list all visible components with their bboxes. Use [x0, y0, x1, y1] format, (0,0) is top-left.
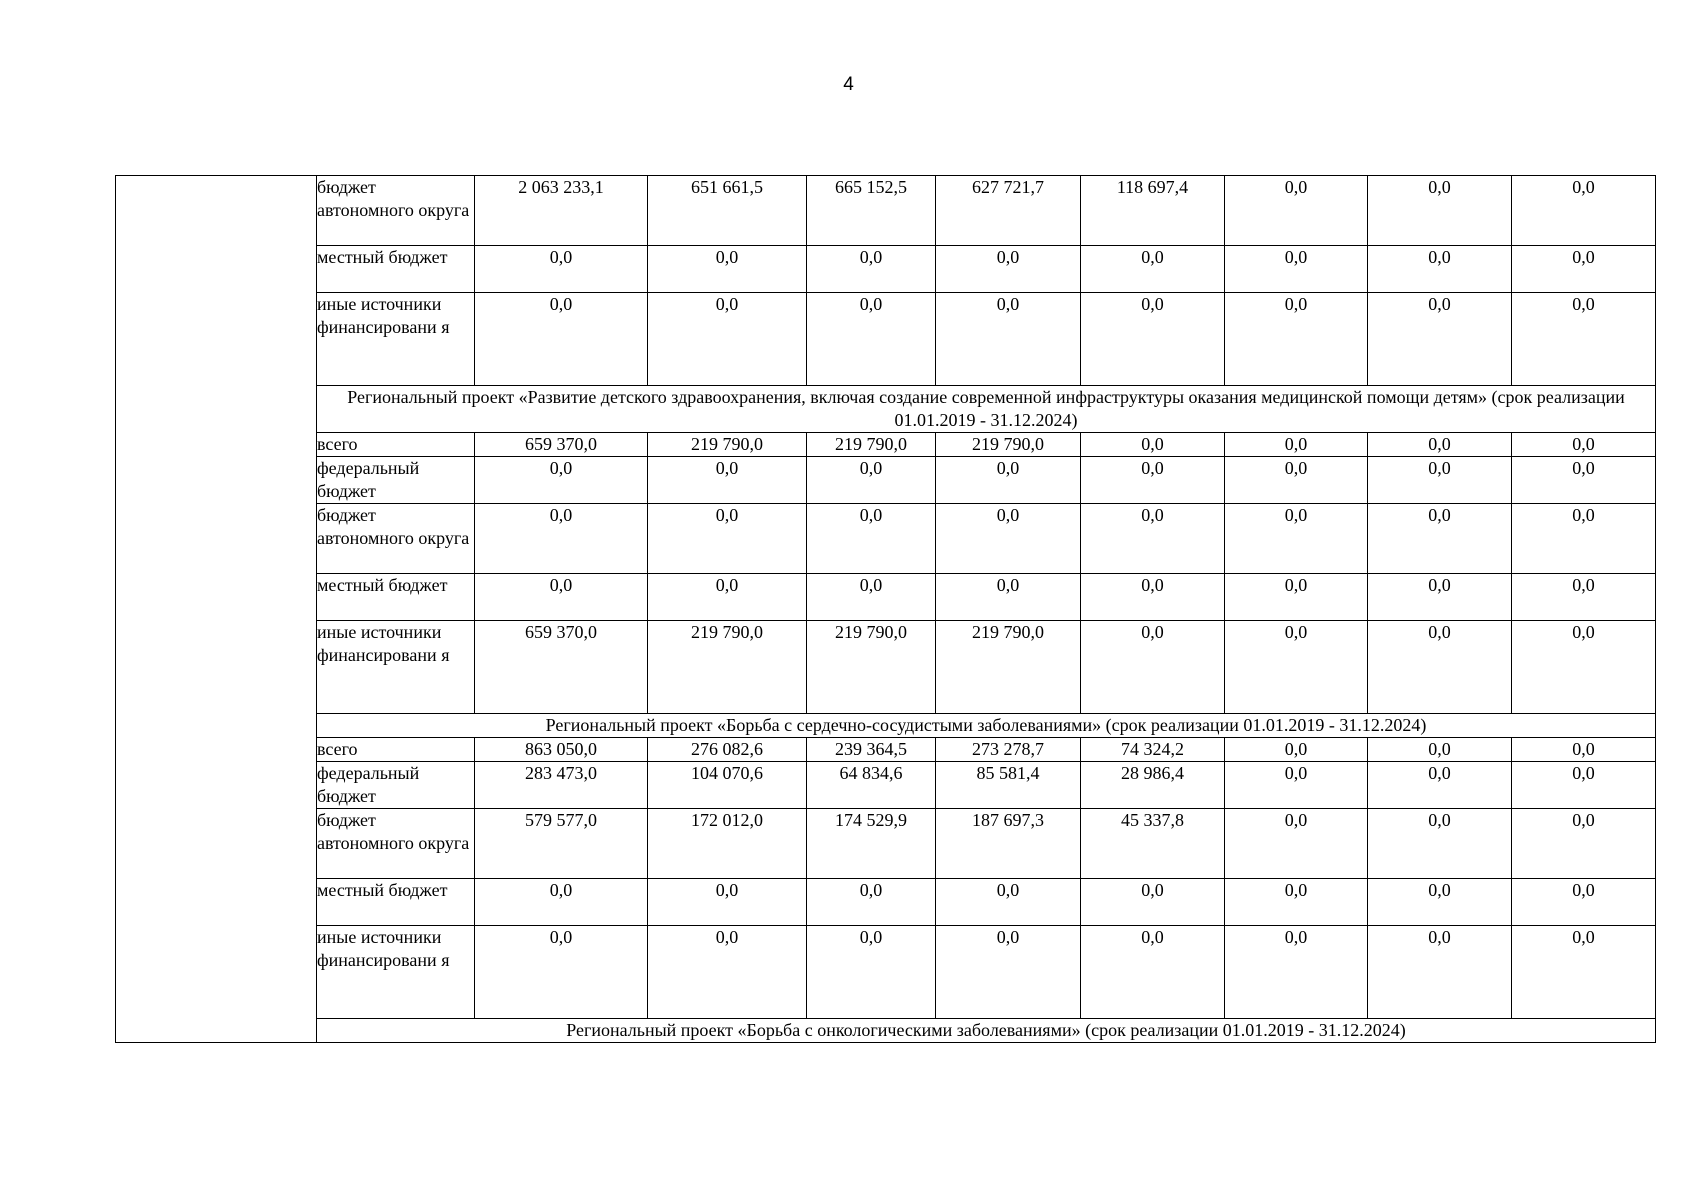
value-cell: 0,0: [1368, 293, 1512, 386]
value-cell: 0,0: [1368, 457, 1512, 504]
value-cell: 0,0: [1368, 433, 1512, 457]
value-cell: 0,0: [1368, 504, 1512, 574]
table-row: [116, 621, 1656, 714]
value-cell: 0,0: [1225, 762, 1368, 809]
page-number: 4: [843, 74, 854, 95]
table-row: [116, 879, 1656, 926]
table-row: [116, 504, 1656, 574]
value-cell: 0,0: [807, 457, 936, 504]
value-cell: 118 697,4: [1081, 176, 1225, 246]
value-cell: 239 364,5: [807, 738, 936, 762]
value-cell: 659 370,0: [475, 621, 648, 714]
row-label: иные источники финансировани я: [317, 293, 475, 386]
value-cell: 0,0: [1368, 246, 1512, 293]
value-cell: 0,0: [1081, 879, 1225, 926]
value-cell: 0,0: [936, 574, 1081, 621]
value-cell: 0,0: [1368, 926, 1512, 1019]
value-cell: 659 370,0: [475, 433, 648, 457]
value-cell: 0,0: [936, 246, 1081, 293]
value-cell: 0,0: [1512, 433, 1656, 457]
value-cell: 0,0: [807, 504, 936, 574]
table-row: [116, 762, 1656, 809]
value-cell: 0,0: [1512, 621, 1656, 714]
row-label: бюджет автономного округа: [317, 809, 475, 879]
value-cell: 0,0: [936, 926, 1081, 1019]
value-cell: 0,0: [1225, 293, 1368, 386]
value-cell: 0,0: [1225, 504, 1368, 574]
value-cell: 74 324,2: [1081, 738, 1225, 762]
value-cell: 0,0: [1368, 879, 1512, 926]
table-row: [116, 457, 1656, 504]
table-row: [116, 433, 1656, 457]
row-label: местный бюджет: [317, 879, 475, 926]
value-cell: 0,0: [648, 504, 807, 574]
row-label: местный бюджет: [317, 246, 475, 293]
value-cell: 276 082,6: [648, 738, 807, 762]
value-cell: 219 790,0: [807, 621, 936, 714]
value-cell: 0,0: [1081, 574, 1225, 621]
row-label: всего: [317, 738, 475, 762]
value-cell: 0,0: [648, 293, 807, 386]
value-cell: 0,0: [475, 504, 648, 574]
section-header-row: [116, 386, 1656, 433]
value-cell: 0,0: [648, 246, 807, 293]
value-cell: 0,0: [648, 457, 807, 504]
value-cell: 0,0: [1081, 293, 1225, 386]
value-cell: 0,0: [475, 457, 648, 504]
value-cell: 0,0: [1512, 457, 1656, 504]
section-title: Региональный проект «Борьба с сердечно-сосудистыми заболеваниями» (срок реализации 01.01.2019 - 31.12.2024): [317, 714, 1656, 738]
value-cell: 0,0: [807, 574, 936, 621]
value-cell: 0,0: [1368, 176, 1512, 246]
value-cell: 174 529,9: [807, 809, 936, 879]
row-label: всего: [317, 433, 475, 457]
value-cell: 0,0: [1512, 879, 1656, 926]
value-cell: 64 834,6: [807, 762, 936, 809]
value-cell: 172 012,0: [648, 809, 807, 879]
value-cell: 273 278,7: [936, 738, 1081, 762]
value-cell: 0,0: [1512, 574, 1656, 621]
row-label: бюджет автономного округа: [317, 176, 475, 246]
value-cell: 0,0: [475, 879, 648, 926]
value-cell: 85 581,4: [936, 762, 1081, 809]
value-cell: 0,0: [475, 926, 648, 1019]
value-cell: 2 063 233,1: [475, 176, 648, 246]
value-cell: 0,0: [807, 246, 936, 293]
value-cell: 0,0: [1512, 762, 1656, 809]
value-cell: 0,0: [807, 879, 936, 926]
value-cell: 0,0: [648, 879, 807, 926]
value-cell: 0,0: [936, 504, 1081, 574]
value-cell: 0,0: [936, 293, 1081, 386]
value-cell: 219 790,0: [807, 433, 936, 457]
value-cell: 0,0: [1225, 809, 1368, 879]
section-title: Региональный проект «Борьба с онкологическими заболеваниями» (срок реализации 01.01.2019 - 31.12.2024): [317, 1019, 1656, 1043]
value-cell: 0,0: [936, 457, 1081, 504]
value-cell: 45 337,8: [1081, 809, 1225, 879]
table-row: [116, 574, 1656, 621]
value-cell: 665 152,5: [807, 176, 936, 246]
row-label: федеральный бюджет: [317, 457, 475, 504]
table-row: [116, 738, 1656, 762]
value-cell: 0,0: [475, 246, 648, 293]
value-cell: 0,0: [1081, 246, 1225, 293]
value-cell: 219 790,0: [936, 433, 1081, 457]
value-cell: 0,0: [1225, 246, 1368, 293]
table-row: [116, 926, 1656, 1019]
value-cell: 28 986,4: [1081, 762, 1225, 809]
value-cell: 0,0: [807, 293, 936, 386]
value-cell: 0,0: [1225, 433, 1368, 457]
value-cell: 579 577,0: [475, 809, 648, 879]
value-cell: 0,0: [1368, 621, 1512, 714]
row-label: федеральный бюджет: [317, 762, 475, 809]
value-cell: 863 050,0: [475, 738, 648, 762]
row-label: местный бюджет: [317, 574, 475, 621]
value-cell: 0,0: [1512, 176, 1656, 246]
value-cell: 0,0: [1081, 433, 1225, 457]
empty-first-column: [116, 176, 317, 1043]
value-cell: 0,0: [1225, 574, 1368, 621]
value-cell: 104 070,6: [648, 762, 807, 809]
value-cell: 0,0: [1512, 504, 1656, 574]
financing-table: [115, 175, 1656, 1043]
value-cell: 219 790,0: [648, 433, 807, 457]
value-cell: 0,0: [1368, 762, 1512, 809]
row-label: иные источники финансировани я: [317, 621, 475, 714]
value-cell: 0,0: [1225, 621, 1368, 714]
value-cell: 0,0: [1225, 926, 1368, 1019]
table-row: [116, 176, 1656, 246]
value-cell: 219 790,0: [648, 621, 807, 714]
value-cell: 0,0: [1225, 879, 1368, 926]
value-cell: 0,0: [807, 926, 936, 1019]
table-row: [116, 293, 1656, 386]
value-cell: 0,0: [648, 574, 807, 621]
section-header-row: [116, 714, 1656, 738]
row-label: бюджет автономного округа: [317, 504, 475, 574]
value-cell: 0,0: [1081, 621, 1225, 714]
value-cell: 0,0: [1225, 738, 1368, 762]
table-row: [116, 246, 1656, 293]
value-cell: 0,0: [1368, 809, 1512, 879]
value-cell: 0,0: [1512, 809, 1656, 879]
value-cell: 0,0: [1512, 293, 1656, 386]
value-cell: 0,0: [936, 879, 1081, 926]
value-cell: 0,0: [475, 293, 648, 386]
value-cell: 219 790,0: [936, 621, 1081, 714]
value-cell: 0,0: [1512, 246, 1656, 293]
section-title: Региональный проект «Развитие детского здравоохранения, включая создание современной инфраструктуры оказания медицинской помощи детям» (срок реализации 01.01.2019 - 31.12.2024): [317, 386, 1656, 433]
value-cell: 0,0: [1368, 738, 1512, 762]
value-cell: 0,0: [1368, 574, 1512, 621]
value-cell: 0,0: [1081, 504, 1225, 574]
value-cell: 0,0: [648, 926, 807, 1019]
value-cell: 0,0: [1512, 738, 1656, 762]
value-cell: 0,0: [1225, 176, 1368, 246]
value-cell: 0,0: [1512, 926, 1656, 1019]
value-cell: 0,0: [1081, 457, 1225, 504]
section-header-row: [116, 1019, 1656, 1043]
value-cell: 283 473,0: [475, 762, 648, 809]
value-cell: 651 661,5: [648, 176, 807, 246]
table-row: [116, 809, 1656, 879]
value-cell: 187 697,3: [936, 809, 1081, 879]
value-cell: 0,0: [475, 574, 648, 621]
row-label: иные источники финансировани я: [317, 926, 475, 1019]
value-cell: 627 721,7: [936, 176, 1081, 246]
value-cell: 0,0: [1225, 457, 1368, 504]
value-cell: 0,0: [1081, 926, 1225, 1019]
